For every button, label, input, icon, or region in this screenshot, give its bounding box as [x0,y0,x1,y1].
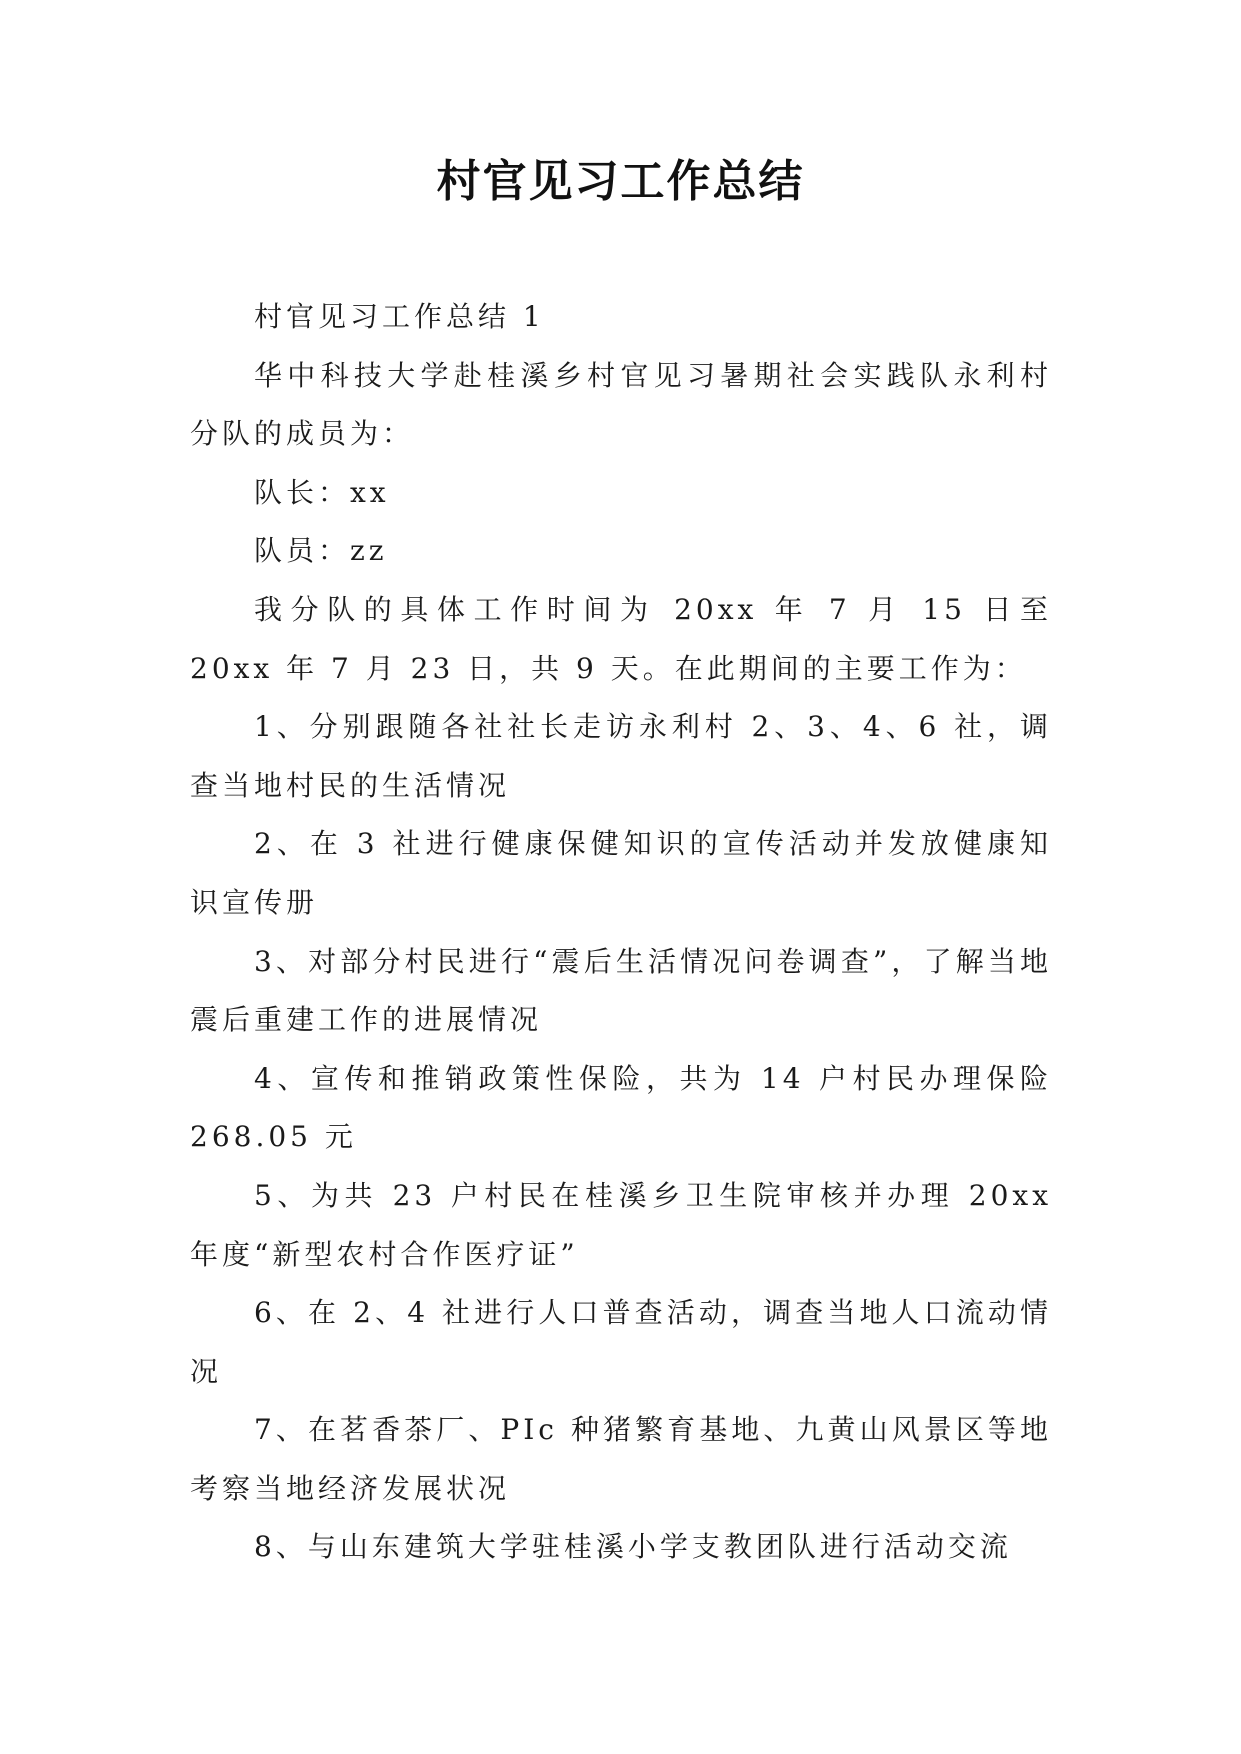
paragraph: 队长：xx [254,475,390,509]
paragraph: 队员：zz [254,534,388,568]
list-item: 7、在茗香茶厂、PIc 种猪繁育基地、九黄山风景区等地考察当地经济发展状况 [190,1413,1052,1505]
document-body [190,288,1052,1577]
list-item: 8、与山东建筑大学驻桂溪小学支教团队进行活动交流 [254,1530,1012,1564]
list-item: 6、在 2、4 社进行人口普查活动，调查当地人口流动情况 [190,1296,1052,1388]
list-item: 2、在 3 社进行健康保健知识的宣传活动并发放健康知识宣传册 [190,827,1052,919]
list-item: 3、对部分村民进行“震后生活情况问卷调查”，了解当地震后重建工作的进展情况 [190,944,1052,1037]
list-item: 4、宣传和推销政策性保险，共为 14 户村民办理保险 268.05 元 [190,1061,1052,1154]
list-item: 1、分别跟随各社社长走访永利村 2、3、4、6 社，调查当地村民的生活情况 [190,710,1052,802]
paragraph: 华中科技大学赴桂溪乡村官见习暑期社会实践队永利村分队的成员为： [190,358,1052,451]
document-title: 村官见习工作总结 [436,156,805,207]
paragraph: 我分队的具体工作时间为 20xx 年 7 月 15 日至 20xx 年 7 月 23 日，共 9 天。在此期间的主要工作为： [190,592,1052,685]
paragraph-heading: 村官见习工作总结 1 [254,300,545,333]
list-item: 5、为共 23 户村民在桂溪乡卫生院审核并办理 20xx 年度“新型农村合作医疗证” [190,1178,1052,1271]
